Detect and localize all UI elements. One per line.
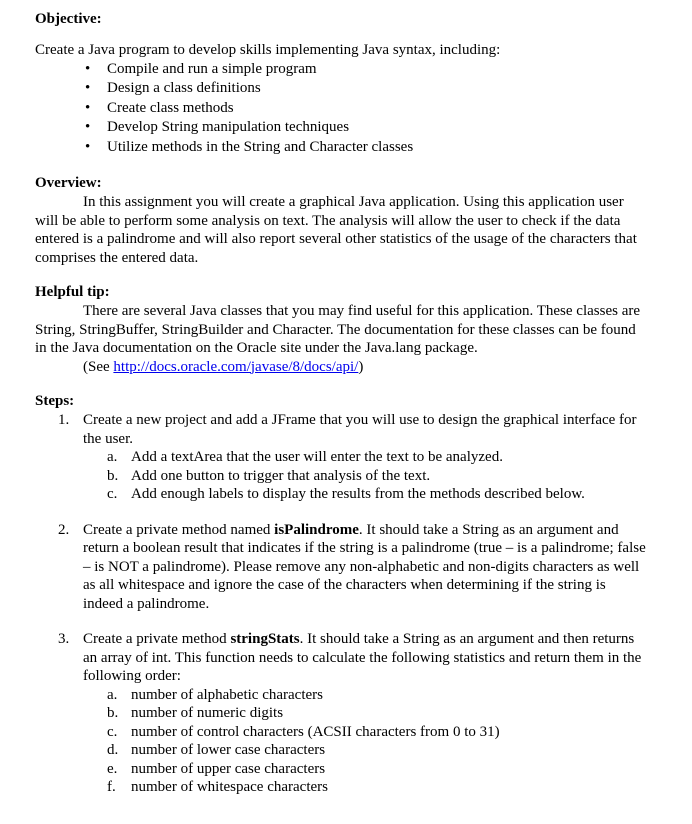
method-name-ispalindrome: isPalindrome (274, 521, 359, 538)
step-1 (35, 411, 647, 504)
list-item: c. number of control characters (ACSII characters from 0 to 31) (107, 723, 500, 740)
method-name-stringstats: stringStats (230, 631, 300, 647)
helpful-tip-section (35, 283, 647, 376)
bullet-icon: • (85, 138, 91, 155)
list-item: a. Add a textArea that the user will enter the text to be analyzed. (107, 449, 503, 465)
list-item: d. number of lower case characters (107, 742, 326, 758)
objective-heading: Objective: (35, 11, 102, 27)
step-3: 3. Create a private method stringStats. It should take a String as an argument and then returns an array of int. This function needs to calculate the following statistics and return them in the following order: a. number of alphabetic characters b. number of numeric digits c. number of control characters (ACSII characters from 0 to 31) d. number of lower case characters e. number of upper case characters f. number of whitespace characters (35, 630, 647, 797)
overview-body: In this assignment you will create a graphical Java application. Using this application user will be able to perform some analysis on text. The analysis will allow the user to check if the data entered is a palindrome and will also report several other statistics of the usage of the characters that comprises the entered data. (35, 194, 637, 266)
objective-intro: Create a Java program to develop skills implementing Java syntax, including: (35, 42, 501, 58)
list-item: c. Add enough labels to display the results from the methods described below. (107, 486, 585, 502)
overview-heading: Overview: (35, 175, 102, 191)
list-item: • Design a class definitions (35, 79, 647, 99)
list-item: • Create class methods (35, 99, 647, 119)
bullet-icon: • (85, 60, 91, 77)
objective-bullet-list (35, 60, 647, 158)
step-text: Create a new project and add a JFrame that you will use to design the graphical interface for the user. (83, 412, 637, 447)
steps-heading: Steps: (35, 393, 75, 409)
list-item: a. number of alphabetic characters (107, 686, 323, 703)
step-2: 2. Create a private method named isPalindrome. It should take a String as an argument and return a boolean result that indicates if the string is a palindrome (true – is a palindrome; false – is NOT a palindrome). Please remove any non-alphabetic and non-digits characters as well as all whitespace and ignore the case of the characters when determining if the string is indeed a palindrome. (58, 521, 646, 612)
step-number: 2. (58, 521, 70, 538)
step-number: 1. (58, 412, 70, 428)
list-item: • Develop String manipulation techniques (35, 118, 647, 138)
list-item: e. number of upper case characters (107, 760, 326, 777)
objective-section (35, 10, 647, 157)
documentation-reference: (See http://docs.oracle.com/javase/8/docs/api/) (83, 358, 364, 375)
bullet-icon: • (85, 80, 91, 96)
list-item: b. Add one button to trigger that analysis of the text. (107, 467, 431, 484)
helpful-tip-heading: Helpful tip: (35, 284, 110, 300)
list-item: • Utilize methods in the String and Character classes (35, 138, 647, 158)
steps-list (35, 411, 647, 797)
bullet-icon: • (85, 99, 91, 116)
list-item: b. number of numeric digits (107, 705, 284, 721)
bullet-icon: • (85, 119, 91, 135)
step-number: 3. (58, 631, 70, 647)
list-item: • Compile and run a simple program (35, 60, 647, 80)
overview-section (35, 174, 647, 267)
spacer (35, 504, 647, 521)
document-page (35, 10, 647, 797)
step-1-substeps (83, 448, 647, 504)
list-item: f. number of whitespace characters (107, 779, 328, 795)
oracle-docs-link[interactable]: http://docs.oracle.com/javase/8/docs/api/ (113, 358, 359, 375)
steps-section (35, 392, 647, 797)
step-3-substeps (83, 686, 647, 797)
spacer (35, 613, 647, 630)
helpful-tip-body: There are several Java classes that you may find useful for this application. These classes are String, StringBuffer, StringBuilder and Character. The documentation for these classes can be found in the Java documentation on the Oracle site under the Java.lang package. (35, 303, 641, 356)
